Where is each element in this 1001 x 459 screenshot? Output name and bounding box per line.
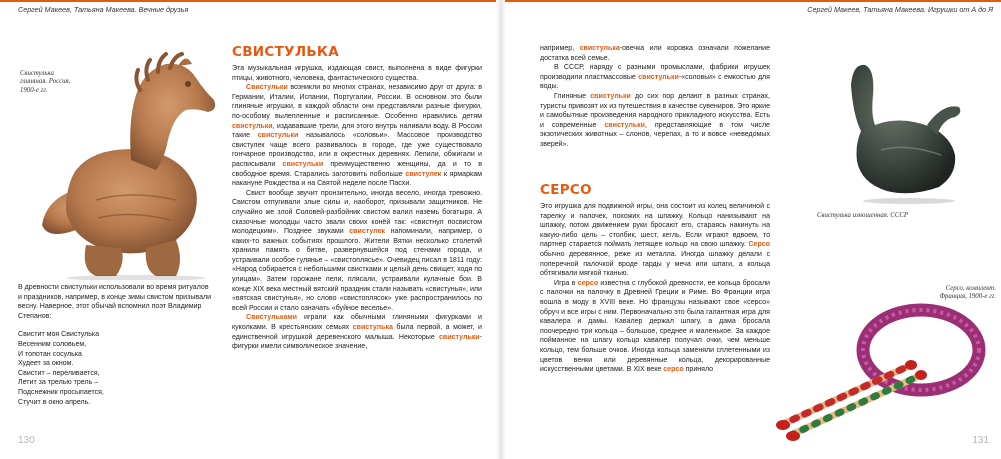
right-top-text [540, 44, 770, 150]
paragraph [232, 64, 482, 83]
highlighted-term: свистулька [579, 45, 620, 52]
poem-line: Свистит – переливается, [18, 369, 100, 377]
left-body-text [232, 64, 482, 352]
paragraph [540, 279, 770, 375]
poem-line: Подснежник просыпается, [18, 388, 104, 396]
text-run: Глиняные [554, 92, 591, 100]
paragraph [540, 63, 770, 92]
highlighted-term: свистульки [232, 122, 273, 130]
text-run: возникли во многих странах, независимо друг от друга: в Германии, Италии, Испании, Португалии, России. В основном это были глиняные игрушки, в каждой области они представляли разные фигурки, по-особому вылепленные и расписанные. Особенно нравились детям [232, 84, 482, 120]
text-run: Эта музыкальная игрушка, издающая свист, выполнена в виде фигурки птицы, животного, человека, фантастического существа. [232, 65, 482, 82]
highlighted-term: Свистульки [246, 84, 288, 92]
left-photo-caption [20, 70, 90, 95]
section-title-svistulka: СВИСТУЛЬКА [232, 44, 340, 60]
highlighted-term: Свистульками [246, 314, 297, 322]
text-run: напоминали, например, о каких-то важных событиях прошлого. Жители Вятки несколько столетий хранили память о битве, развернувшейся под стенами города, и устраивали особое гулянье – «свистоплясье». Очевидец писал в 1811 году: «Народ собирается с небольшими свистками и целый день свищет, ходя по улицам». Затем горожане пели, плясали, устраивали кулачные бои. В конце XIX века местный вятский праздник стали называть «свистунья», или «вятская свистунья», но слово «свистоплясок» уже распространилось по всей России и стало означать «буйное веселье». [232, 228, 482, 312]
caption-line: 1900-е гг. [20, 86, 48, 94]
left-sidebar-note [18, 283, 214, 407]
poem-line: Весенним соловьем, [18, 340, 87, 348]
text-run: Игра в [554, 279, 578, 287]
left-page [0, 0, 500, 459]
page-number-right: 131 [972, 435, 989, 446]
poem-line: Худеет за окном. [18, 360, 74, 368]
highlighted-term: свистулька [352, 324, 393, 332]
paragraph [540, 92, 770, 150]
text-run: преимущественно женщины, да и то в свободное время. Старались заготовить побольше [232, 160, 482, 178]
caption-line: Свистулька [20, 70, 54, 77]
caption-line: глиняная. Россия, [20, 78, 71, 86]
paragraph [540, 202, 770, 279]
section-title-serso: СЕРСО [540, 182, 592, 198]
highlighted-term: свистульки [604, 121, 645, 129]
whistle-caption: Свистулька изношенная. СССР [817, 212, 909, 219]
note-text: В древности свистульки использовали во время ритуалов и праздников, например, в конце зимы свистом призывали весну. Наверное, этот обычай вспомнил поэт Владимир Степанов: [18, 284, 212, 320]
text-run: Это игрушка для подвижной игры, она состоит из колец величиной с тарелку и палочек, похожих на шпажку. Кольцо нанизывают на шпажку, потом движением руки бросают его, стараясь накинуть на какую-либо цель – столбик, шест, кегль. Если играют вдвоем, то партнер старается поймать летящее кольцо на свою шпажку. [540, 203, 770, 249]
left-running-head: Сергей Макеев, Татьяна Макеева. Вечные друзья [18, 5, 189, 14]
text-run: играли как обычными глиняными фигурками и куколками. В крестьянских семьях [232, 314, 482, 332]
poem [18, 330, 214, 407]
text-run: -фигурки имели символическое значение, [232, 333, 482, 351]
highlighted-term: свистульки [590, 92, 631, 100]
serso-caption [896, 285, 996, 302]
text-run: к ярмаркам накануне Рождества и на Святой неделе после Пасхи. [232, 170, 482, 188]
text-run: , представляющие в том числе экзотических животных – слонов, черепах, а то и вовсе «неведомых зверей». [540, 121, 770, 148]
poem-line: Стучит в окно апрель. [18, 398, 91, 406]
text-run: известна с глубокой древности, ее кольца бросали с палочки на палочку в Древней Греции и Риме. Во Франции игра вошла в моду в XVIII веке. Но французы называют свое «серсо» обруч и все игры с ним. Первоначально это была галантная игра для кавалера и дамы. Кавалер держал шпагу, а дама бросала поочередно три кольца – большое, среднее и маленькое. За каждое пойманное на шпагу кольцо кавалер получал очки, чем меньше кольцо, тем больше очков. Иногда кольца заменяли сплетенными из цветов венки или деревянные кольца, декорированные искусственными цветами. В XIX веке [540, 279, 770, 374]
highlighted-term: свистульки [282, 160, 324, 168]
dark-bird-whistle-image [831, 55, 971, 205]
text-run: была первой, а может, и единственной игрушкой деревенского малыша. Некоторые [232, 324, 482, 341]
highlighted-term: серсо [577, 279, 599, 287]
caption-line: Серсо, комплект. [945, 285, 996, 292]
caption-line: Франция, 1900-е гг. [939, 293, 996, 301]
highlighted-term: свистульки [638, 73, 679, 81]
right-header-rule [505, 0, 1001, 2]
poem-line: Летит за трелью трель – [18, 379, 99, 387]
text-run: -«соловьи» с емкостью для воды. [540, 73, 770, 91]
text-run: до сих пор делают в разных странах, туристы привозят их из путешествия в качестве сувениров. Это яркие и самобытные произведения народного прикладного искусства. Есть и современные [540, 92, 771, 129]
left-header-rule [0, 0, 496, 2]
text-run: В СССР, наряду с разными промыслами, фабрики игрушек производили пластмассовые [540, 64, 770, 81]
highlighted-term: свистульки [257, 132, 299, 140]
highlighted-term: Серсо [748, 241, 770, 249]
highlighted-term: свистульки [439, 333, 480, 341]
text-run: например, [540, 45, 580, 52]
right-running-head: Сергей Макеев, Татьяна Макеева. Игрушки от А до Я [807, 5, 993, 14]
text-run: Свист вообще звучит пронзительно, иногда весело, иногда тревожно. Свистом отпугивали злые силы и, наоборот, призывали защитников. Не случайно же злой Соловей-разбойник свистом валил наземь богатыря. А сказочные молодцы часто звали своих конёй так: «свистнул посвистом молодецким». Позднее звуками [232, 189, 482, 236]
poem-line: Свистит моя Свистулька [18, 331, 100, 339]
text-run: , издававшие трели, для этого внутрь наливали воду. В России такие [232, 122, 482, 140]
text-run: обычно деревянное, реже из металла. Иногда шпажку делали с поперечной палочкой вроде гарды у меча или шпаги, а кольца обтягивали мягкой тканью. [540, 250, 770, 278]
highlighted-term: серсо [663, 366, 684, 374]
page-number-left: 130 [18, 435, 35, 446]
highlighted-term: свистулек [349, 228, 386, 236]
paragraph [540, 44, 770, 63]
highlighted-term: свистулек [405, 170, 442, 178]
text-run: приняло [683, 366, 714, 374]
text-run: -овечка или коровка означали пожелание достатка всей семье. [540, 45, 770, 62]
text-run: называлось «соловьи». Массовое производство свистулек чаще всего развивалось в городе, где уже существовало гончарное производство, или в окрестных деревнях. Лепили, обжигали и расписывали [232, 132, 482, 168]
serso-body-text [540, 202, 770, 375]
right-page [501, 0, 1001, 459]
serso-set-image [771, 295, 991, 445]
paragraph [232, 189, 482, 314]
poem-line: И топотан сосулька [18, 350, 82, 358]
paragraph [232, 313, 482, 351]
paragraph [232, 83, 482, 189]
